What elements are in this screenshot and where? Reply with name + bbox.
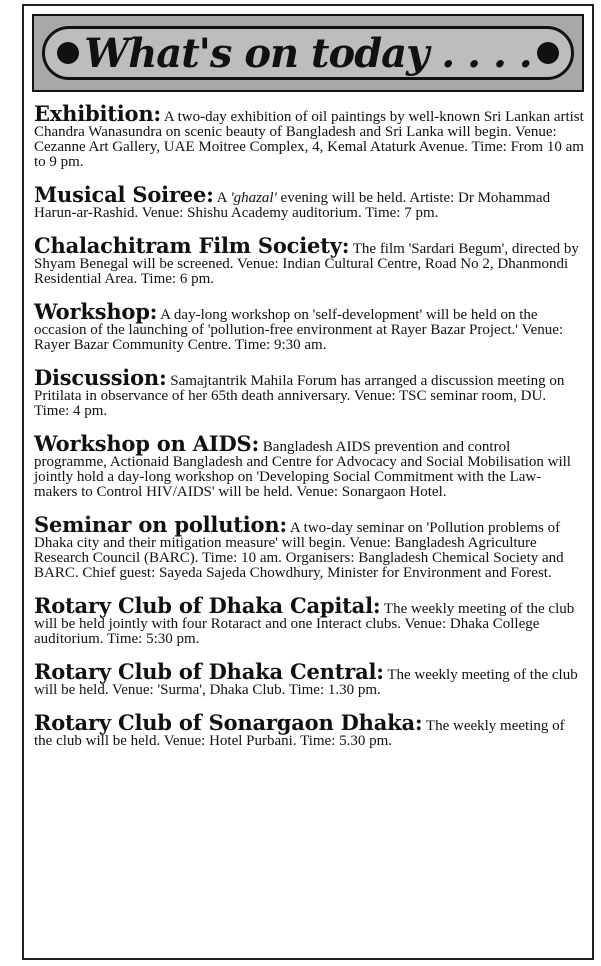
listing-heading: Musical Soiree: bbox=[34, 182, 214, 207]
listing-text: The weekly meeting of the club will be held jointly with four Rotaract and one Interact clubs. Venue: Dhaka College auditorium. Time: 5:30 pm. bbox=[34, 601, 575, 647]
bullet-dot-icon bbox=[57, 42, 79, 64]
bullet-dot-icon bbox=[537, 42, 559, 64]
listing-text: A two-day seminar on 'Pollution problems of Dhaka city and their mitigation measure' will begin. Venue: Bangladesh Agriculture Research Council (BARC). Time: 10 am. Organisers: Bangladesh Chemical Society and BARC. Chief guest: Sayeda Sajeda Chowdhury, Minister for Environment and Forest. bbox=[34, 520, 564, 581]
listing-emphasis: 'ghazal' bbox=[230, 190, 277, 206]
listing-heading: Seminar on pollution: bbox=[34, 512, 287, 537]
listing-text: A day-long workshop on 'self-development' will be held on the occasion of the launching of 'pollution-free environment at Rayer Bazar Project.' Venue: Rayer Bazar Community Centre. Time: 9:30 am. bbox=[34, 307, 564, 353]
listing-heading: Chalachitram Film Society: bbox=[34, 233, 350, 258]
listing-item bbox=[34, 299, 584, 353]
page-title: What's on today . . . . bbox=[84, 29, 532, 77]
listing-heading: Rotary Club of Dhaka Central: bbox=[34, 659, 384, 684]
listing-heading: Discussion: bbox=[34, 365, 167, 390]
listing-item bbox=[34, 593, 584, 647]
title-banner bbox=[42, 26, 574, 80]
listings bbox=[24, 92, 592, 749]
listing-text: A bbox=[213, 190, 231, 206]
listing-heading: Workshop on AIDS: bbox=[34, 431, 260, 456]
listing-text: The weekly meeting of the club will be held. Venue: Hotel Purbani. Time: 5.30 pm. bbox=[34, 718, 565, 749]
listing-item bbox=[34, 233, 584, 287]
listing-item bbox=[34, 710, 584, 749]
listing-item bbox=[34, 101, 584, 170]
listing-heading: Exhibition: bbox=[34, 101, 161, 126]
listing-text: evening will be held. Artiste: Dr Mohammad Harun-ar-Rashid. Venue: Shishu Academy auditorium. Time: 7 pm. bbox=[34, 190, 551, 221]
listing-text: A two-day exhibition of oil paintings by well-known Sri Lankan artist Chandra Wanasundra on scenic beauty of Bangladesh and Sri Lanka will begin. Venue: Cezanne Art Gallery, UAE Moitree Complex, 4, Kemal Ataturk Avenue. Time: From 10 am to 9 pm. bbox=[34, 109, 584, 170]
listing-item bbox=[34, 182, 584, 221]
listing-text: The weekly meeting of the club will be held. Venue: 'Surma', Dhaka Club. Time: 1.30 pm. bbox=[34, 667, 578, 698]
listing-heading: Rotary Club of Dhaka Capital: bbox=[34, 593, 381, 618]
listings-clipping bbox=[22, 4, 594, 960]
listing-item bbox=[34, 659, 584, 698]
listing-text: Bangladesh AIDS prevention and control programme, Actionaid Bangladesh and Centre for Advocacy and Social Mobilisation will jointly hold a day-long workshop on 'Developing Social Commitment with the Law-makers to Control HIV/AIDS' will be held. Venue: Sonargaon Hotel. bbox=[34, 439, 571, 500]
header-band bbox=[32, 14, 584, 92]
listing-item bbox=[34, 431, 584, 500]
listing-heading: Workshop: bbox=[34, 299, 158, 324]
listing-text: The film 'Sardari Begum', directed by Shyam Benegal will be screened. Venue: Indian Cultural Centre, Road No 2, Dhanmondi Residential Area. Time: 6 pm. bbox=[34, 241, 579, 287]
listing-item bbox=[34, 512, 584, 581]
listing-heading: Rotary Club of Sonargaon Dhaka: bbox=[34, 710, 423, 735]
listing-text: Samajtantrik Mahila Forum has arranged a discussion meeting on Pritilata in observance of her 65th death anniversary. Venue: TSC seminar room, DU. Time: 4 pm. bbox=[34, 373, 565, 419]
listing-item bbox=[34, 365, 584, 419]
